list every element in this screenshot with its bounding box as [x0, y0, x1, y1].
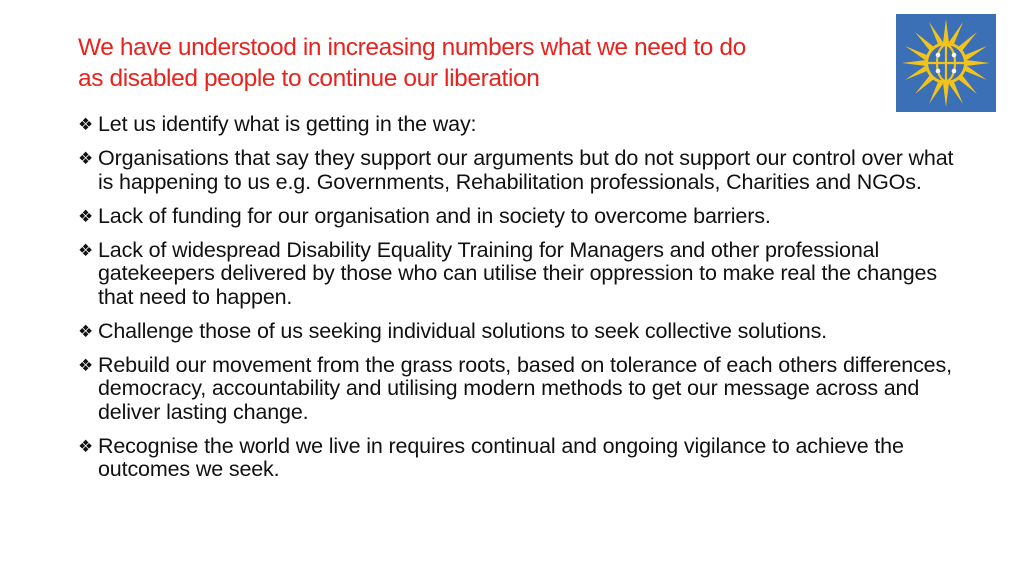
- bullet-item: [78, 435, 958, 482]
- bullet-item: [78, 354, 958, 425]
- diamond-bullet-icon: ❖: [78, 321, 94, 342]
- bullet-text: Rebuild our movement from the grass roots, based on tolerance of each others differences, democracy, accountability and utilising modern methods to get our message across and deliver lasting change.: [98, 352, 952, 424]
- bullet-text: Organisations that say they support our arguments but do not support our control over what is happening to us e.g. Governments, Rehabilitation professionals, Charities and NGOs.: [98, 146, 954, 194]
- title-line-1: We have understood in increasing numbers what we need to do: [78, 34, 746, 61]
- bullet-item: [78, 113, 958, 137]
- slide-title: [78, 32, 878, 94]
- bullet-list: [78, 113, 958, 492]
- diamond-bullet-icon: ❖: [78, 355, 94, 376]
- bullet-text: Lack of funding for our organisation and in society to overcome barriers.: [98, 203, 771, 228]
- bullet-text: Recognise the world we live in requires continual and ongoing vigilance to achieve the outcomes we seek.: [98, 433, 904, 481]
- bullet-text: Challenge those of us seeking individual solutions to seek collective solutions.: [98, 318, 827, 343]
- diamond-bullet-icon: ❖: [78, 206, 94, 227]
- bullet-text: Lack of widespread Disability Equality Training for Managers and other professional gatekeepers delivered by those who can utilise their oppression to make real the changes that need to happen.: [98, 237, 937, 309]
- emblem-logo-icon: [896, 14, 996, 112]
- bullet-item: [78, 147, 958, 194]
- bullet-item: [78, 205, 958, 229]
- diamond-bullet-icon: ❖: [78, 436, 94, 457]
- bullet-text: Let us identify what is getting in the way:: [98, 112, 477, 136]
- diamond-bullet-icon: ❖: [78, 149, 94, 169]
- bullet-item: [78, 239, 958, 310]
- title-line-2: as disabled people to continue our liberation: [78, 65, 540, 92]
- bullet-item: [78, 320, 958, 344]
- diamond-bullet-icon: ❖: [78, 240, 94, 261]
- diamond-bullet-icon: ❖: [78, 115, 94, 135]
